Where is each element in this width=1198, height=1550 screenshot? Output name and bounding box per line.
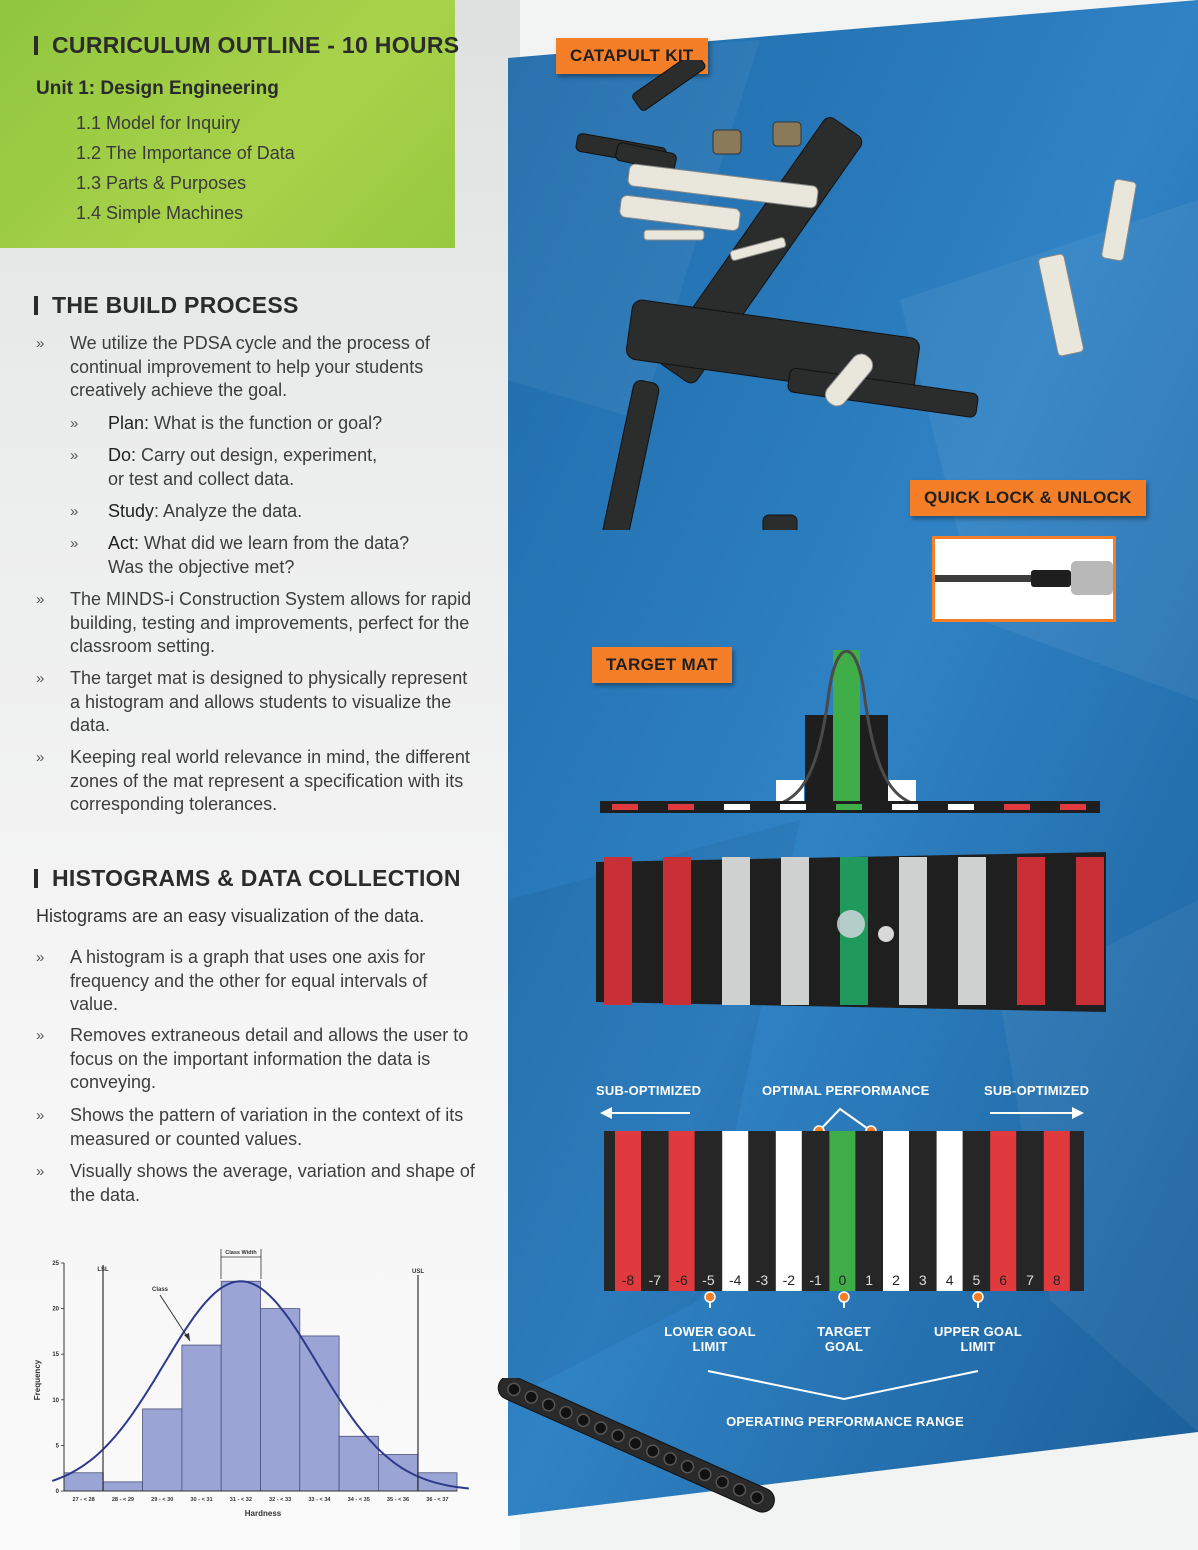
histograms-title: HISTOGRAMS & DATA COLLECTION [34,865,461,892]
histograms-lead: Histograms are an easy visualization of the data. [36,906,425,926]
mat-number: -3 [755,1272,769,1288]
right-arrowhead [1072,1107,1084,1119]
mat-strip-segment [1060,804,1086,810]
mat-diagram-stripe [910,1131,936,1291]
mat-diagram-stripe [776,1131,802,1291]
sub-optimized-left: SUB-OPTIMIZED [596,1083,702,1098]
catapult-leg [600,379,661,530]
quick-lock-pin [1101,179,1137,262]
mat-strip-segment [1032,804,1058,810]
mat-projectile [878,926,894,942]
left-arrowhead [600,1107,612,1119]
histogram-bar [221,1281,260,1491]
unit-item: 1.4 Simple Machines [76,203,244,223]
mat-diagram-stripe [669,1131,695,1291]
mat-photo-stripe [1017,857,1045,1005]
lsl-label: LSL [97,1267,109,1273]
target-goal-label: TARGET GOAL [817,1324,871,1354]
mat-strip-segment [976,804,1002,810]
curriculum-title: CURRICULUM OUTLINE - 10 HOURS [34,32,459,59]
mat-number: -1 [809,1272,822,1288]
x-tick-label: 30 - < 31 [190,1497,213,1503]
mat-bar-center [833,650,860,810]
connector-part [763,515,797,530]
mat-number: 4 [945,1272,954,1288]
catapult-kit-image [508,60,1198,530]
mat-diagram-stripe [722,1131,748,1291]
beam-image [478,1378,798,1518]
histogram-bar [64,1473,103,1491]
mat-number: 3 [918,1272,927,1288]
catapult-kit-tag: CATAPULT KIT [556,38,708,74]
y-tick-label: 15 [52,1352,59,1359]
mat-photo-stripe [604,857,632,1005]
y-tick-label: 25 [52,1261,59,1267]
mat-strip-segment [668,804,694,810]
mat-strip-segment [780,804,806,810]
mat-strip-segment [1004,804,1030,810]
lock-head [1031,570,1071,587]
quick-lock-image [932,536,1116,622]
mat-photo-stripe [663,857,691,1005]
mat-strip-segment [920,804,946,810]
histogram-bar [182,1345,221,1491]
histogram-bar [300,1336,339,1491]
upper-goal-limit-label: UPPER GOAL LIMIT [934,1324,1022,1354]
mat-strip-segment [836,804,862,810]
mat-diagram-stripe [642,1131,668,1291]
white-beam [619,195,741,231]
x-tick-label: 35 - < 36 [386,1497,410,1503]
mat-strip-segment [612,804,638,810]
unit-item: 1.1 Model for Inquiry [76,113,241,133]
lock-rod [935,575,1045,582]
mat-photo-stripe [781,857,809,1005]
mat-photo-stripe [1076,857,1104,1005]
mat-strip-segment [724,804,750,810]
optimal-performance-label: OPTIMAL PERFORMANCE [762,1083,930,1098]
target-dot [839,1292,849,1302]
pin-part [644,230,704,240]
mat-number: -6 [675,1272,688,1288]
mat-strip-segment [948,804,974,810]
mat-diagram-stripe [695,1131,721,1291]
x-tick-label: 33 - < 34 [308,1497,331,1503]
mat-number: 2 [892,1272,900,1288]
mat-diagram-stripe [749,1131,775,1291]
connector-part [713,130,741,154]
mat-strip-segment [808,804,834,810]
mat-diagram-stripe [829,1131,855,1291]
target-mat-photo [596,852,1106,1012]
mat-strip-segment [892,804,918,810]
class-label: Class [152,1287,169,1293]
y-tick-label: 20 [52,1306,59,1313]
x-tick-label: 28 - < 29 [111,1497,135,1503]
mat-number: -8 [621,1272,635,1288]
histogram-bar [339,1436,378,1491]
quick-lock-tag: QUICK LOCK & UNLOCK [910,480,1146,516]
upper-limit-dot [973,1292,983,1302]
mat-number: -2 [782,1272,796,1288]
x-tick-label: 31 - < 32 [229,1497,252,1503]
y-tick-label: 5 [55,1443,59,1450]
quick-lock-pin [1038,253,1084,356]
unit-item: 1.2 The Importance of Data [76,143,295,163]
mat-diagram-stripe [856,1131,882,1291]
histogram-bar [418,1473,457,1491]
target-mat-graphic [590,640,1110,820]
mat-strip-segment [640,804,666,810]
mat-diagram-stripe [963,1131,989,1291]
x-tick-label: 29 - < 30 [151,1497,174,1503]
mat-diagram-stripe [1044,1131,1070,1291]
x-tick-label: 34 - < 35 [347,1497,370,1503]
mat-diagram-stripe [615,1131,641,1291]
x-tick-label: 36 - < 37 [426,1497,449,1503]
unit-item: 1.3 Parts & Purposes [76,173,247,193]
mat-strip-segment [696,804,722,810]
mat-number: 0 [838,1272,847,1288]
mat-strip-segment [864,804,890,810]
lock-sleeve [1071,561,1113,595]
mat-number: -4 [728,1272,742,1288]
x-tick-label: 32 - < 33 [269,1497,292,1503]
class-arrowhead [184,1333,190,1341]
mat-number: 1 [865,1272,874,1288]
histogram-bar [103,1482,142,1491]
lower-goal-limit-label: LOWER GOAL LIMIT [664,1324,756,1354]
lower-limit-dot [705,1292,715,1302]
mat-photo-stripe [958,857,986,1005]
mat-diagram-stripe [937,1131,963,1291]
mat-diagram-stripe [803,1131,829,1291]
mat-photo-stripe [722,857,750,1005]
operating-range-label: OPERATING PERFORMANCE RANGE [726,1414,964,1429]
mat-photo-stripe [899,857,927,1005]
mat-number: -5 [702,1272,715,1288]
x-tick-label: 27 - < 28 [72,1497,95,1503]
class-width-label: Class Width [225,1250,257,1256]
usl-label: USL [412,1269,424,1275]
optimal-bracket [819,1109,871,1131]
y-tick-label: 10 [52,1397,59,1404]
mat-diagram-stripe [883,1131,909,1291]
unit-title: Unit 1: Design Engineering [36,78,279,99]
histogram-bar [261,1309,300,1491]
y-axis-label: Frequency [33,1359,42,1401]
histogram-bar [143,1409,182,1491]
mat-projectile [837,910,865,938]
x-axis-label: Hardness [244,1509,282,1518]
y-tick-label: 0 [55,1489,59,1495]
connector-part [773,122,801,146]
mat-diagram-stripe [1017,1131,1043,1291]
histogram-chart [20,1245,490,1545]
mat-strip-segment [752,804,778,810]
mat-number: -7 [648,1272,662,1288]
catapult-arm [631,60,706,112]
mat-diagram-stripe [990,1131,1016,1291]
mat-number: 6 [999,1272,1008,1288]
sub-optimized-right: SUB-OPTIMIZED [984,1083,1090,1098]
mat-strip [600,801,1100,813]
mat-number: 8 [1052,1272,1061,1288]
build-title: THE BUILD PROCESS [34,292,299,319]
class-arrow [160,1295,190,1341]
mat-number: 5 [972,1272,981,1288]
mat-number: 7 [1026,1272,1034,1288]
target-mat-tag: TARGET MAT [592,647,732,683]
